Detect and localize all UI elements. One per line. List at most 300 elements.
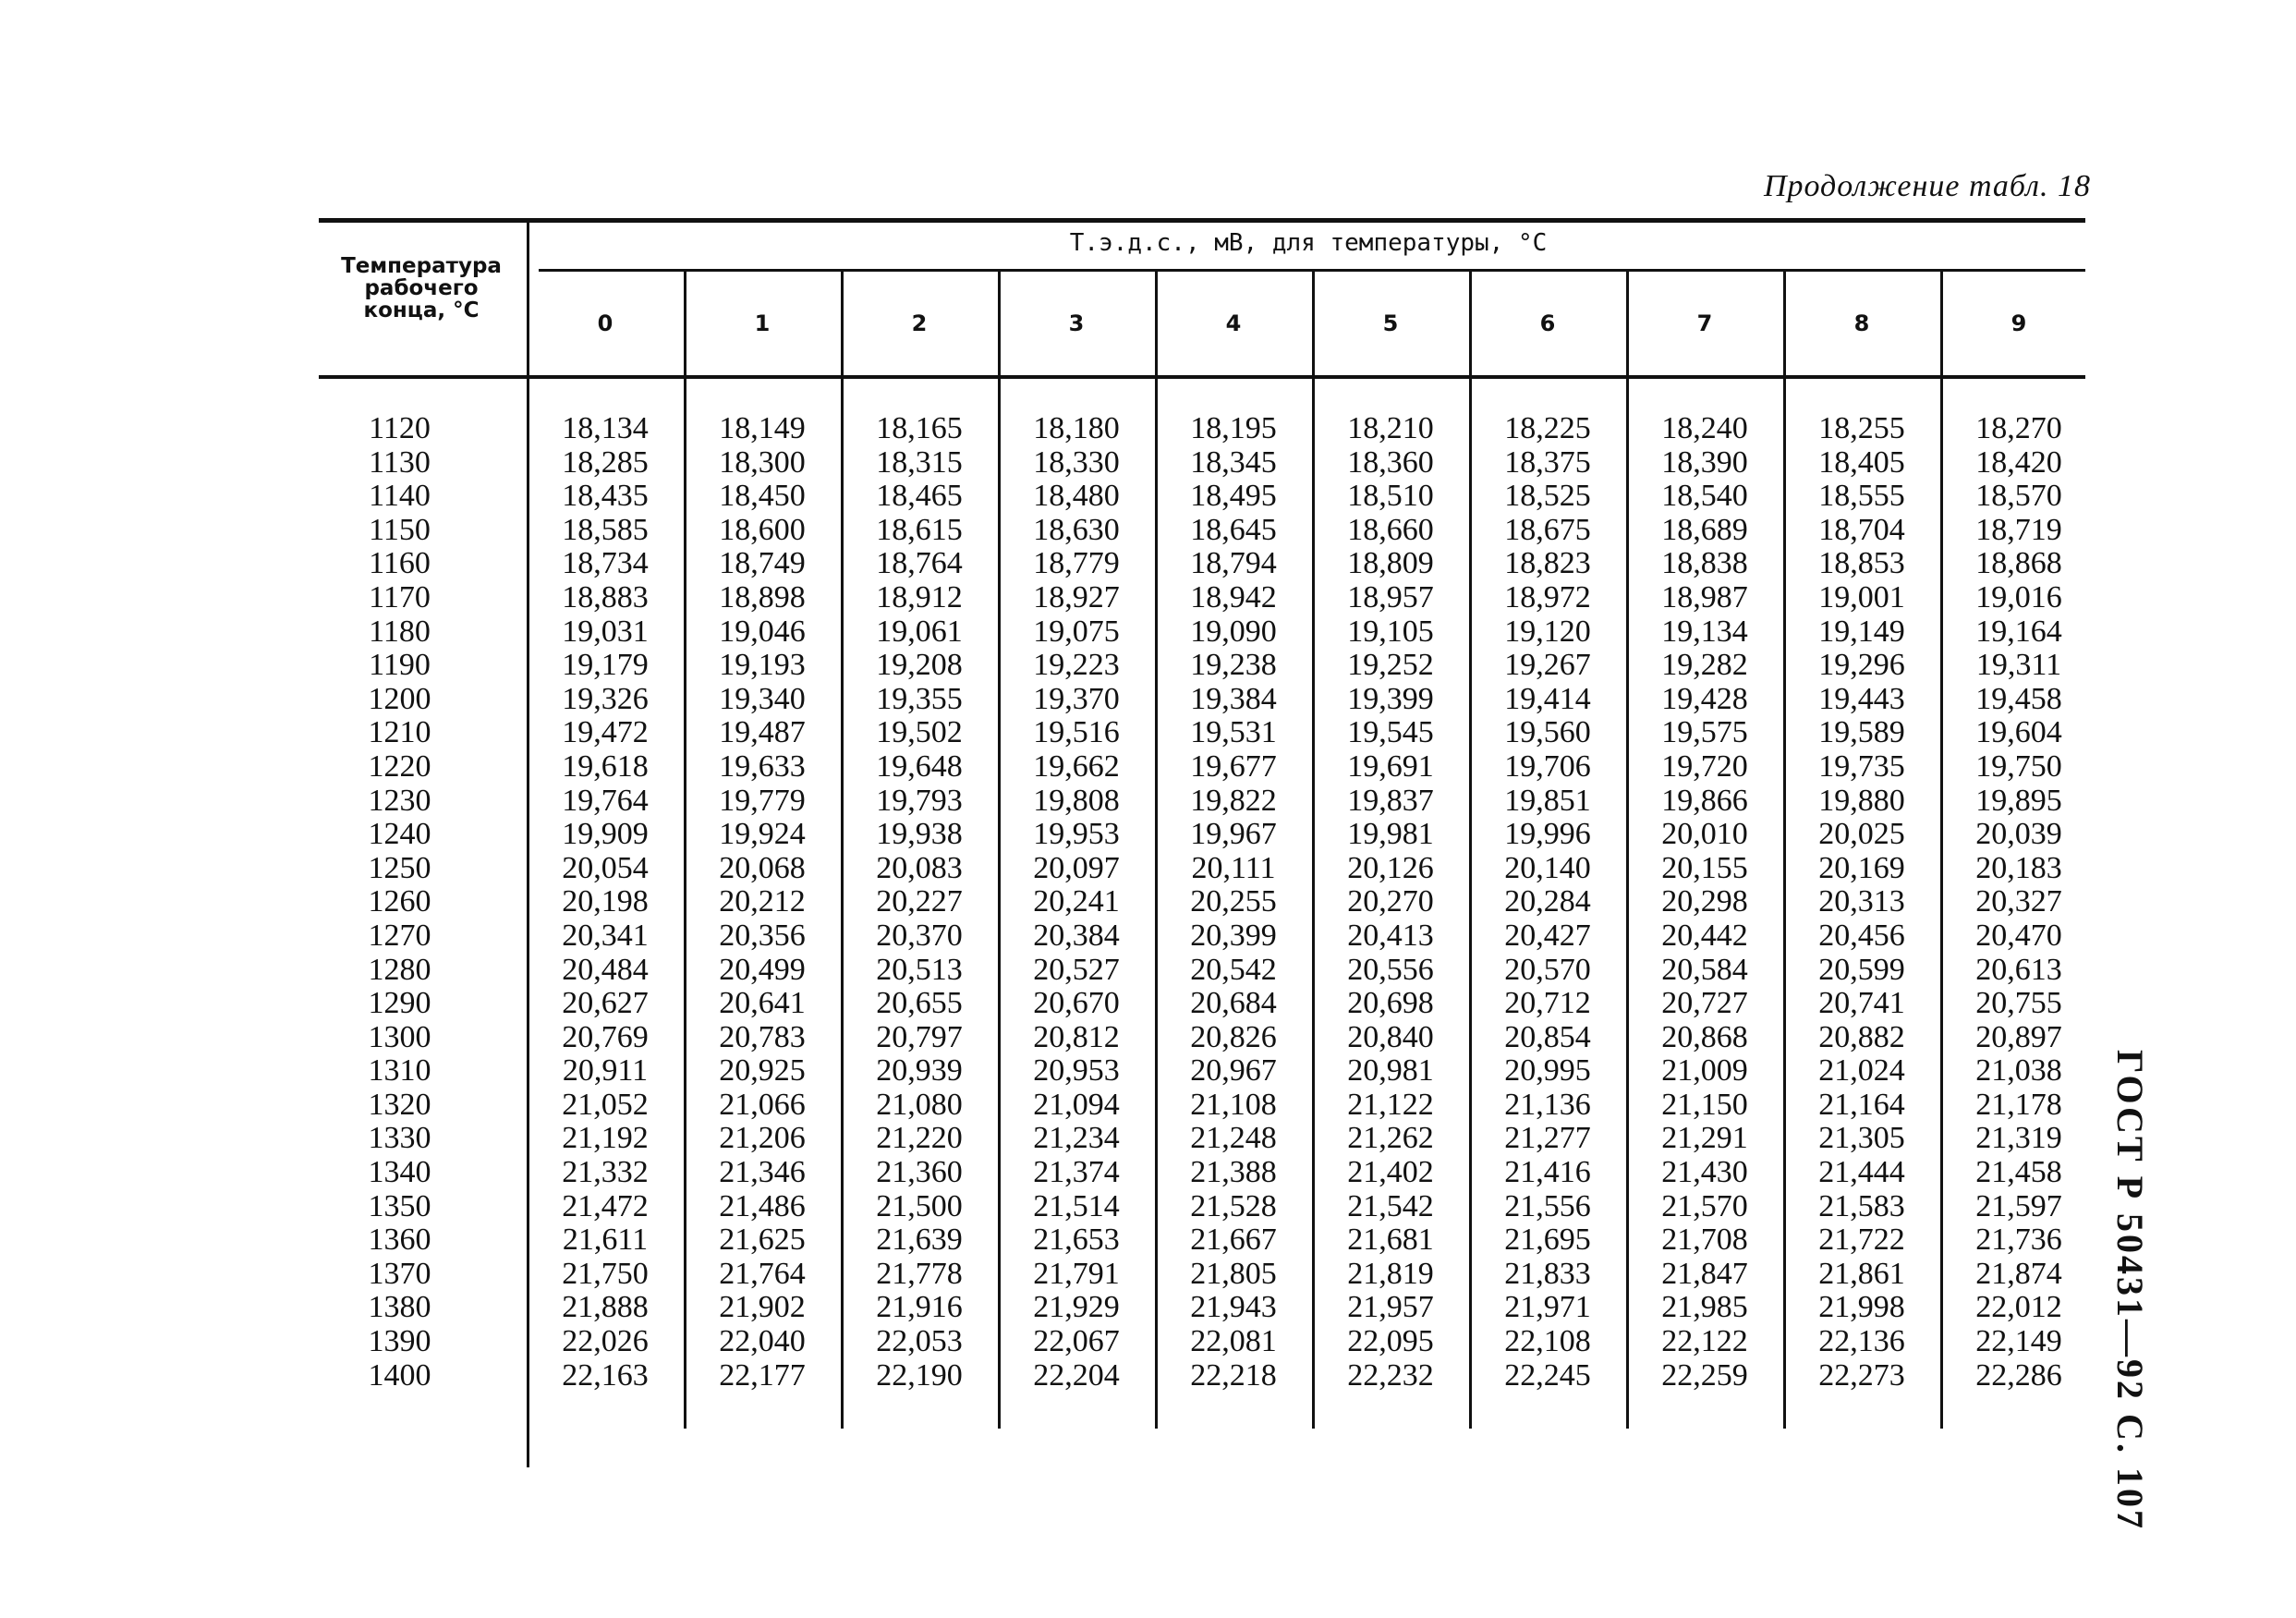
emf-value: 20,797 [876,1019,963,1054]
emf-value: 18,585 [562,512,649,547]
row-temperature: 1140 [369,479,431,514]
emf-value: 18,465 [876,479,963,514]
emf-value: 21,136 [1504,1087,1591,1122]
emf-value: 21,472 [562,1188,649,1223]
emf-value: 21,874 [1975,1256,2062,1291]
emf-value: 21,332 [562,1155,649,1190]
emf-value: 19,677 [1190,748,1277,784]
emf-value: 20,255 [1190,884,1277,919]
emf-value: 19,604 [1975,715,2062,750]
emf-value: 18,285 [562,444,649,480]
emf-value: 21,819 [1347,1256,1434,1291]
emf-value: 20,399 [1190,918,1277,953]
emf-value: 20,169 [1818,850,1905,885]
emf-value: 18,809 [1347,546,1434,581]
emf-value: 19,880 [1818,783,1905,818]
emf-value: 21,902 [719,1290,806,1325]
emf-value: 20,140 [1504,850,1591,885]
emf-value: 20,270 [1347,884,1434,919]
emf-value: 20,183 [1975,850,2062,885]
emf-value: 18,794 [1190,546,1277,581]
emf-value: 19,443 [1818,681,1905,716]
emf-value: 21,192 [562,1121,649,1156]
emf-value: 19,516 [1033,715,1120,750]
emf-value: 20,413 [1347,918,1434,953]
emf-value: 20,313 [1818,884,1905,919]
emf-value: 21,514 [1033,1188,1120,1223]
emf-value: 19,223 [1033,648,1120,683]
emf-value: 19,618 [562,748,649,784]
emf-value: 20,356 [719,918,806,953]
emf-value: 21,583 [1818,1188,1905,1223]
emf-value: 20,981 [1347,1053,1434,1089]
temperature-header-line-3: конца, °C [363,298,480,322]
emf-value: 18,630 [1033,512,1120,547]
emf-value: 20,527 [1033,952,1120,987]
emf-value: 21,625 [719,1223,806,1258]
emf-value: 19,252 [1347,648,1434,683]
emf-value: 18,330 [1033,444,1120,480]
digit-header-3: 3 [1068,310,1085,336]
emf-value: 20,925 [719,1053,806,1089]
emf-value: 21,486 [719,1188,806,1223]
emf-value: 19,001 [1818,579,1905,614]
emf-value: 18,689 [1661,512,1748,547]
emf-value: 18,180 [1033,411,1120,445]
emf-value: 19,193 [719,648,806,683]
emf-value: 18,360 [1347,444,1434,480]
emf-value: 21,861 [1818,1256,1905,1291]
emf-value: 20,484 [562,952,649,987]
emf-value: 22,232 [1347,1357,1434,1393]
emf-value: 18,600 [719,512,806,547]
emf-value: 19,808 [1033,783,1120,818]
row-temperature: 1360 [368,1223,431,1258]
emf-value: 21,122 [1347,1087,1434,1122]
emf-value: 21,611 [562,1223,649,1258]
emf-value: 19,120 [1504,614,1591,649]
emf-value: 20,054 [562,850,649,885]
emf-value: 19,764 [562,783,649,818]
emf-value: 22,108 [1504,1324,1591,1359]
emf-value: 21,234 [1033,1121,1120,1156]
emf-value: 19,735 [1818,748,1905,784]
row-temperature: 1250 [368,850,431,885]
emf-value: 21,305 [1818,1121,1905,1156]
emf-value: 20,953 [1033,1053,1120,1089]
emf-value: 21,722 [1818,1223,1905,1258]
emf-value: 19,296 [1818,648,1905,683]
emf-value: 19,326 [562,681,649,716]
digit-header-6: 6 [1539,310,1556,336]
emf-value: 21,764 [719,1256,806,1291]
emf-value: 21,416 [1504,1155,1591,1190]
emf-value: 21,916 [876,1290,963,1325]
emf-value: 19,967 [1190,817,1277,852]
emf-value: 20,897 [1975,1019,2062,1054]
emf-value: 19,793 [876,783,963,818]
emf-value: 20,995 [1504,1053,1591,1089]
emf-value: 21,998 [1818,1290,1905,1325]
emf-value: 22,026 [562,1324,649,1359]
emf-value: 20,327 [1975,884,2062,919]
emf-value: 20,854 [1504,1019,1591,1054]
row-temperature: 1220 [368,748,431,784]
emf-value: 18,912 [876,579,963,614]
emf-value: 20,370 [876,918,963,953]
emf-value: 18,927 [1033,579,1120,614]
row-temperature: 1120 [369,411,431,445]
emf-value: 20,083 [876,850,963,885]
column-divider [527,218,529,1467]
emf-value: 21,277 [1504,1121,1591,1156]
emf-value: 21,556 [1504,1188,1591,1223]
row-temperature: 1150 [369,512,431,547]
emf-value: 18,540 [1661,479,1748,514]
emf-value: 20,712 [1504,986,1591,1021]
emf-value: 21,094 [1033,1087,1120,1122]
emf-value: 20,456 [1818,918,1905,953]
emf-value: 19,472 [562,715,649,750]
emf-value: 19,061 [876,614,963,649]
row-temperature: 1330 [368,1121,431,1156]
emf-value: 19,105 [1347,614,1434,649]
digit-header-2: 2 [911,310,928,336]
emf-value: 22,190 [876,1357,963,1393]
emf-value: 18,942 [1190,579,1277,614]
column-divider [998,272,1001,1429]
emf-value: 20,427 [1504,918,1591,953]
emf-value: 20,755 [1975,986,2062,1021]
emf-value: 19,779 [719,783,806,818]
emf-value: 21,528 [1190,1188,1277,1223]
emf-value: 20,882 [1818,1019,1905,1054]
emf-value: 19,134 [1661,614,1748,649]
emf-value: 20,741 [1818,986,1905,1021]
emf-value: 20,769 [562,1019,649,1054]
emf-value: 20,599 [1818,952,1905,987]
emf-value: 19,648 [876,748,963,784]
temperature-header-line-1: Температура [341,254,502,278]
emf-value: 19,267 [1504,648,1591,683]
emf-value: 22,095 [1347,1324,1434,1359]
emf-value: 21,360 [876,1155,963,1190]
emf-value: 21,750 [562,1256,649,1291]
emf-value: 20,939 [876,1053,963,1089]
column-divider [1940,272,1943,1429]
thermo-table [319,218,2085,1467]
emf-value: 19,575 [1661,715,1748,750]
emf-value: 18,270 [1975,411,2062,445]
emf-value: 18,134 [562,411,649,445]
emf-value: 19,545 [1347,715,1434,750]
emf-value: 22,204 [1033,1357,1120,1393]
emf-value: 20,868 [1661,1019,1748,1054]
emf-value: 21,805 [1190,1256,1277,1291]
emf-value: 20,010 [1661,817,1748,852]
emf-value: 20,627 [562,986,649,1021]
emf-value: 19,851 [1504,783,1591,818]
emf-value: 20,068 [719,850,806,885]
emf-value: 20,025 [1818,817,1905,852]
emf-value: 21,778 [876,1256,963,1291]
emf-value: 21,262 [1347,1121,1434,1156]
emf-value: 19,311 [1975,648,2062,683]
row-temperature: 1160 [369,546,431,581]
emf-value: 19,531 [1190,715,1277,750]
emf-value: 18,195 [1190,411,1277,445]
emf-value: 21,178 [1975,1087,2062,1122]
emf-value: 18,345 [1190,444,1277,480]
emf-value: 18,315 [876,444,963,480]
emf-value: 20,698 [1347,986,1434,1021]
emf-value: 21,164 [1818,1087,1905,1122]
emf-value: 19,589 [1818,715,1905,750]
emf-value: 19,750 [1975,748,2062,784]
emf-value: 21,500 [876,1188,963,1223]
column-divider [1469,272,1472,1429]
column-divider [1783,272,1786,1429]
emf-value: 22,040 [719,1324,806,1359]
emf-value: 21,695 [1504,1223,1591,1258]
emf-value: 19,837 [1347,783,1434,818]
emf-value: 19,149 [1818,614,1905,649]
emf-value: 21,402 [1347,1155,1434,1190]
page-footer-vertical: ГОСТ Р 50431—92 С. 107 [2109,1050,2151,1531]
emf-value: 18,704 [1818,512,1905,547]
emf-value: 18,435 [562,479,649,514]
digit-header-4: 4 [1225,310,1242,336]
emf-value: 20,039 [1975,817,2062,852]
row-temperature: 1380 [368,1290,431,1325]
emf-value: 19,720 [1661,748,1748,784]
emf-value: 19,384 [1190,681,1277,716]
emf-value: 19,399 [1347,681,1434,716]
row-temperature: 1370 [368,1256,431,1291]
row-temperature: 1340 [368,1155,431,1190]
emf-value: 18,719 [1975,512,2062,547]
emf-value: 20,155 [1661,850,1748,885]
emf-value: 22,177 [719,1357,806,1393]
emf-value: 18,240 [1661,411,1748,445]
emf-value: 18,764 [876,546,963,581]
emf-value: 20,470 [1975,918,2062,953]
emf-value: 22,053 [876,1324,963,1359]
emf-value: 20,384 [1033,918,1120,953]
emf-value: 18,405 [1818,444,1905,480]
emf-value: 20,911 [562,1053,649,1089]
column-divider [1626,272,1629,1429]
emf-value: 21,108 [1190,1087,1277,1122]
top-rule [319,218,2085,223]
emf-value: 19,164 [1975,614,2062,649]
emf-value: 18,495 [1190,479,1277,514]
emf-value: 21,066 [719,1087,806,1122]
emf-value: 20,727 [1661,986,1748,1021]
emf-value: 21,430 [1661,1155,1748,1190]
emf-value: 20,499 [719,952,806,987]
emf-value: 18,165 [876,411,963,445]
emf-value: 20,513 [876,952,963,987]
column-divider [1155,272,1158,1429]
table-caption: Продолжение табл. 18 [1763,169,2091,203]
emf-value: 18,615 [876,512,963,547]
row-temperature: 1270 [368,918,431,953]
emf-value: 18,987 [1661,579,1748,614]
emf-value: 18,898 [719,579,806,614]
emf-value: 22,245 [1504,1357,1591,1393]
column-divider [1312,272,1315,1429]
emf-value: 20,570 [1504,952,1591,987]
emf-value: 21,542 [1347,1188,1434,1223]
emf-value: 20,227 [876,884,963,919]
emf-value: 19,662 [1033,748,1120,784]
emf-value: 20,442 [1661,918,1748,953]
temperature-header-line-2: рабочего [364,276,479,300]
emf-value: 20,212 [719,884,806,919]
emf-value: 19,822 [1190,783,1277,818]
emf-value: 19,090 [1190,614,1277,649]
digit-header-0: 0 [597,310,613,336]
emf-value: 20,812 [1033,1019,1120,1054]
header-bottom-rule [319,375,2085,379]
emf-value: 22,218 [1190,1357,1277,1393]
emf-value: 22,067 [1033,1324,1120,1359]
emf-value: 18,450 [719,479,806,514]
emf-value: 19,016 [1975,579,2062,614]
emf-value: 21,708 [1661,1223,1748,1258]
emf-value: 21,248 [1190,1121,1277,1156]
emf-value: 19,031 [562,614,649,649]
emf-value: 22,273 [1818,1357,1905,1393]
emf-value: 19,282 [1661,648,1748,683]
emf-value: 21,319 [1975,1121,2062,1156]
emf-value: 21,971 [1504,1290,1591,1325]
emf-value: 21,220 [876,1121,963,1156]
emf-value: 19,355 [876,681,963,716]
emf-value: 22,012 [1975,1290,2062,1325]
emf-value: 19,487 [719,715,806,750]
emf-value: 21,052 [562,1087,649,1122]
emf-value: 20,542 [1190,952,1277,987]
row-temperature: 1300 [368,1019,431,1054]
emf-value: 20,684 [1190,986,1277,1021]
emf-value: 21,346 [719,1155,806,1190]
row-temperature: 1240 [368,817,431,852]
emf-value: 20,655 [876,986,963,1021]
digit-header-1: 1 [754,310,771,336]
emf-value: 18,838 [1661,546,1748,581]
emf-value: 21,024 [1818,1053,1905,1089]
emf-value: 18,210 [1347,411,1434,445]
emf-value: 22,149 [1975,1324,2062,1359]
emf-value: 19,895 [1975,783,2062,818]
emf-value: 18,853 [1818,546,1905,581]
emf-value: 18,225 [1504,411,1591,445]
row-temperature: 1350 [368,1188,431,1223]
emf-value: 19,428 [1661,681,1748,716]
emf-value: 19,238 [1190,648,1277,683]
emf-value: 21,150 [1661,1087,1748,1122]
emf-value: 21,291 [1661,1121,1748,1156]
row-temperature: 1260 [368,884,431,919]
emf-value: 20,556 [1347,952,1434,987]
emf-value: 21,206 [719,1121,806,1156]
emf-value: 20,840 [1347,1019,1434,1054]
emf-value: 21,458 [1975,1155,2062,1190]
emf-value: 21,009 [1661,1053,1748,1089]
digit-header-8: 8 [1853,310,1870,336]
emf-value: 19,370 [1033,681,1120,716]
emf-value: 18,868 [1975,546,2062,581]
emf-value: 19,706 [1504,748,1591,784]
digit-header-9: 9 [2011,310,2027,336]
emf-header: Т.э.д.с., мВ, для температуры, °C [1069,229,1548,257]
column-divider [684,272,686,1429]
emf-value: 22,163 [562,1357,649,1393]
row-temperature: 1390 [368,1324,431,1359]
emf-value: 22,286 [1975,1357,2062,1393]
row-temperature: 1280 [368,952,431,987]
row-temperature: 1290 [368,986,431,1021]
emf-value: 21,597 [1975,1188,2062,1223]
emf-value: 18,660 [1347,512,1434,547]
emf-value: 21,080 [876,1087,963,1122]
emf-value: 18,390 [1661,444,1748,480]
temperature-header [319,255,524,322]
emf-value: 21,667 [1190,1223,1277,1258]
emf-value: 18,510 [1347,479,1434,514]
emf-value: 20,670 [1033,986,1120,1021]
emf-value: 19,924 [719,817,806,852]
emf-value: 19,866 [1661,783,1748,818]
emf-value: 18,823 [1504,546,1591,581]
emf-value: 18,300 [719,444,806,480]
emf-value: 18,525 [1504,479,1591,514]
emf-value: 21,388 [1190,1155,1277,1190]
row-temperature: 1310 [368,1053,431,1089]
emf-value: 19,633 [719,748,806,784]
emf-value: 21,791 [1033,1256,1120,1291]
emf-value: 19,208 [876,648,963,683]
emf-value: 18,957 [1347,579,1434,614]
emf-value: 18,645 [1190,512,1277,547]
emf-value: 19,560 [1504,715,1591,750]
emf-value: 22,122 [1661,1324,1748,1359]
emf-value: 21,985 [1661,1290,1748,1325]
emf-value: 18,675 [1504,512,1591,547]
emf-value: 21,639 [876,1223,963,1258]
row-temperature: 1400 [368,1357,431,1393]
emf-value: 18,749 [719,546,806,581]
emf-value: 21,888 [562,1290,649,1325]
emf-value: 21,736 [1975,1223,2062,1258]
emf-value: 19,691 [1347,748,1434,784]
emf-value: 20,341 [562,918,649,953]
row-temperature: 1210 [368,715,431,750]
emf-value: 19,414 [1504,681,1591,716]
emf-value: 20,097 [1033,850,1120,885]
emf-value: 20,783 [719,1019,806,1054]
emf-value: 22,136 [1818,1324,1905,1359]
digit-header-5: 5 [1382,310,1399,336]
emf-value: 21,570 [1661,1188,1748,1223]
emf-value: 21,847 [1661,1256,1748,1291]
emf-value: 19,938 [876,817,963,852]
emf-value: 19,981 [1347,817,1434,852]
emf-value: 18,420 [1975,444,2062,480]
row-temperature: 1320 [368,1087,431,1122]
